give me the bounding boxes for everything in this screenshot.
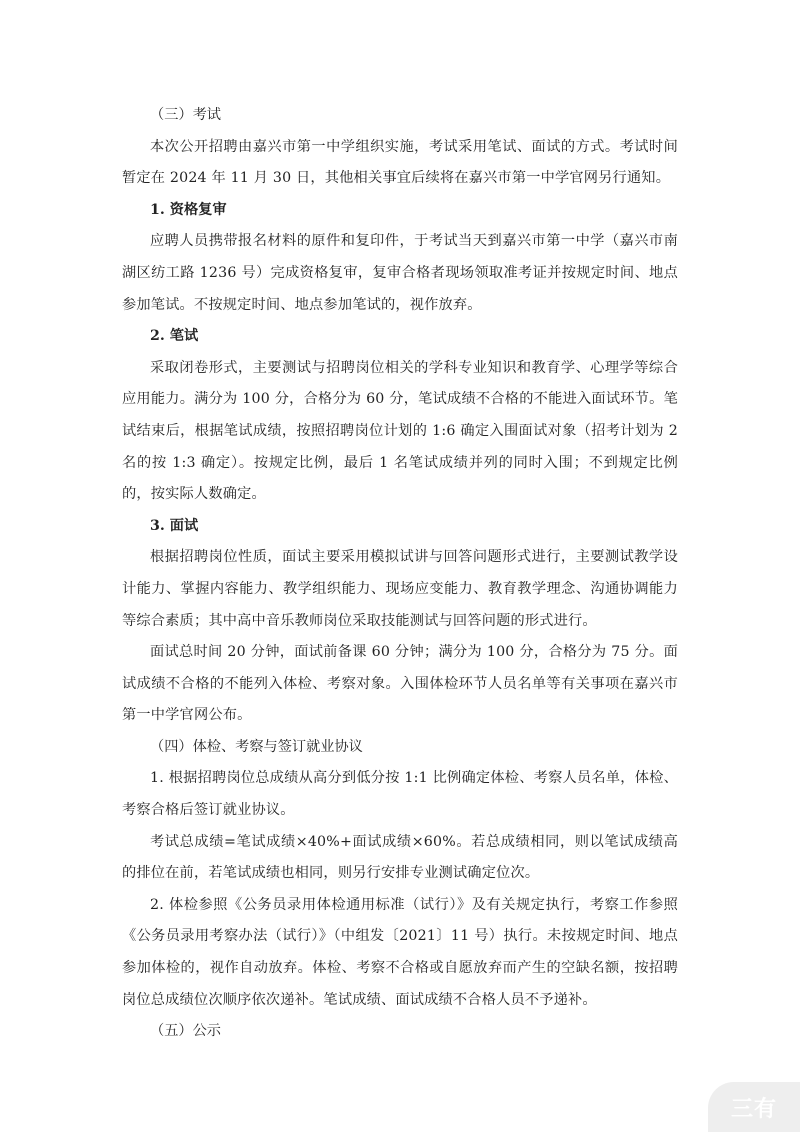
watermark-logo: 三有 xyxy=(730,1096,777,1122)
total-score-paragraph: 考试总成绩=笔试成绩×40%+面试成绩×60%。若总成绩相同，则以笔试成绩高的排位在前，若笔试成绩也相同，则另行安排专业测试确定位次。 xyxy=(122,833,678,882)
physical-exam-paragraph-2: 2. 体检参照《公务员录用体检通用标准（试行）》及有关规定执行，考察工作参照《公务员录用考察办法（试行）》（中组发〔2021〕11 号）执行。未按规定时间、地点参加体检的，视作自动放弃。体检、考察不合格或自愿放弃而产生的空缺名额，按招聘岗位总成绩位次顺序依次递补。笔试成绩、面试成绩不合格人员不予递补。 xyxy=(122,896,678,1008)
qualification-paragraph: 应聘人员携带报名材料的原件和复印件，于考试当天到嘉兴市第一中学（嘉兴市南湖区纺工路 1236 号）完成资格复审，复审合格者现场领取准考证并按规定时间、地点参加笔试。不按规定时间、地点参加笔试的，视作放弃。 xyxy=(122,233,678,313)
document-content xyxy=(122,100,678,1048)
physical-exam-paragraph-1: 1. 根据招聘岗位总成绩从高分到低分按 1:1 比例确定体检、考察人员名单，体检、考察合格后签订就业协议。 xyxy=(122,770,678,819)
section-title-exam: （三）考试 xyxy=(150,107,221,123)
subsection-title-interview: 3. 面试 xyxy=(150,517,199,534)
watermark-badge xyxy=(708,1082,800,1132)
subsection-title-qualification: 1. 资格复审 xyxy=(150,201,227,218)
section-title-physical-exam: （四）体检、考察与签订就业协议 xyxy=(150,738,363,755)
exam-intro-paragraph: 本次公开招聘由嘉兴市第一中学组织实施，考试采用笔试、面试的方式。考试时间暂定在 2024 年 11 月 30 日，其他相关事宜后续将在嘉兴市第一中学官网另行通知。 xyxy=(122,138,678,187)
subsection-title-written-exam: 2. 笔试 xyxy=(150,328,199,345)
interview-paragraph-1: 根据招聘岗位性质，面试主要采用模拟试讲与回答问题形式进行，主要测试教学设计能力、掌握内容能力、教学组织能力、现场应变能力、教育教学理念、沟通协调能力等综合素质；其中高中音乐教师岗位采取技能测试与回答问题的形式进行。 xyxy=(122,549,678,629)
interview-paragraph-2: 面试总时间 20 分钟，面试前备课 60 分钟；满分为 100 分，合格分为 75 分。面试成绩不合格的不能列入体检、考察对象。入围体检环节人员名单等有关事项在嘉兴市第一中学官网公布。 xyxy=(122,644,678,724)
written-exam-paragraph: 采取闭卷形式，主要测试与招聘岗位相关的学科专业知识和教育学、心理学等综合应用能力。满分为 100 分，合格分为 60 分，笔试成绩不合格的不能进入面试环节。笔试结束后，根据笔试成绩，按照招聘岗位计划的 1:6 确定入围面试对象（招考计划为 2 名的按 1:3 确定）。按规定比例，最后 1 名笔试成绩并列的同时入围；不到规定比例的，按实际人数确定。 xyxy=(122,359,678,503)
section-title-publicity: （五）公示 xyxy=(150,1023,221,1040)
